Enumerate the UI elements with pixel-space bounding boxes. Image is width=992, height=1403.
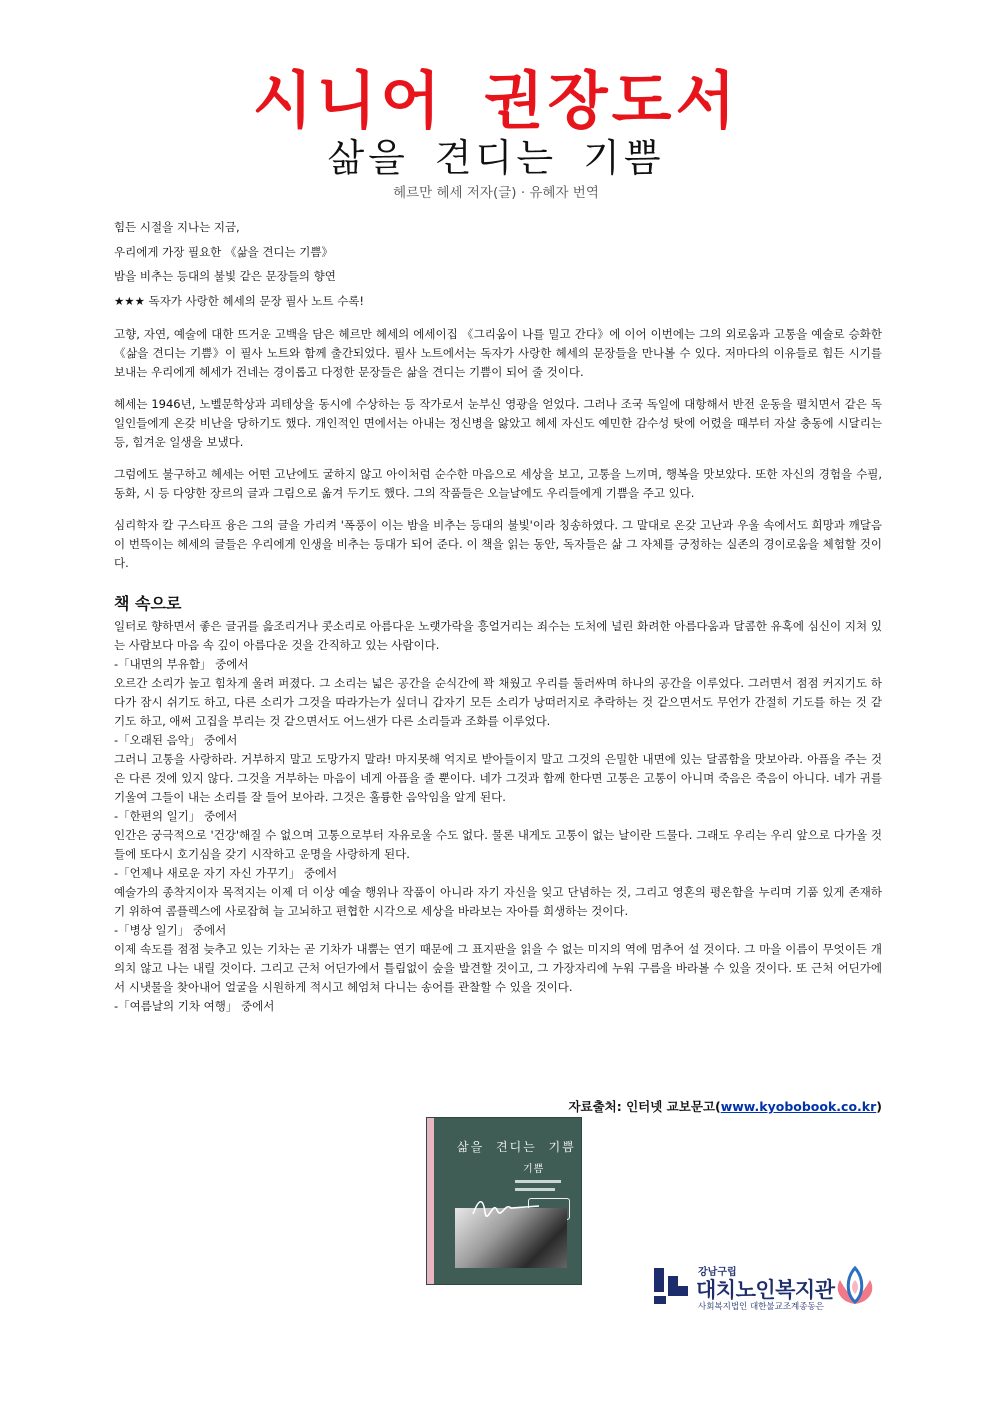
quote-item	[114, 750, 882, 826]
lotus-icon	[832, 1264, 878, 1308]
quote-item	[114, 617, 882, 674]
quote-item	[114, 674, 882, 750]
logo-mark-icon	[650, 1262, 692, 1308]
source-credit	[568, 1098, 882, 1116]
intro-block	[114, 218, 882, 311]
description-paragraph: 심리학자 칼 구스타프 융은 그의 글을 가리켜 '폭풍이 이는 밤을 비추는 등대의 불빛'이라 칭송하였다. 그 말대로 온갖 고난과 우울 속에서도 희망과 깨달음이 번뜩이는 헤세의 글들은 우리에게 인생을 비추는 등대가 되어 준다. 이 책을 읽는 동안, 독자들은 삶 그 자체를 긍정하는 실존의 경이로움을 체험할 것이다.	[114, 517, 882, 570]
quote-text: 그러니 고통을 사랑하라. 거부하지 말고 도망가지 말라! 마지못해 억지로 받아들이지 말고 그것의 은밀한 내면에 있는 달콤함을 맛보아라. 아픔을 주는 것은 다른 것에 있지 않다. 그것을 거부하는 마음이 네게 아픔을 줄 뿐이다. 네가 그것과 함께 한다면 고통은 고통이 아니며 죽음은 죽음이 아니다. 네가 귀를 기울여 그들이 내는 소리를 잘 들어 보아라. 그것은 훌륭한 음악임을 알게 된다.	[114, 751, 882, 804]
intro-line: 힘든 시절을 지나는 지금,	[114, 220, 240, 234]
description-paragraph: 헤세는 1946년, 노벨문학상과 괴테상을 동시에 수상하는 등 작가로서 눈부신 영광을 얻었다. 그러나 조국 독일에 대항해서 반전 운동을 펼치면서 같은 독일인들에게 온갖 비난을 당하기도 했다. 개인적인 면에서는 아내는 정신병을 앓았고 헤세 자신도 예민한 감수성 탓에 어렸을 때부터 자살 충동에 시달리는 등, 힘겨운 일생을 보냈다.	[114, 396, 882, 449]
quote-text: 오르간 소리가 높고 힘차게 울려 퍼졌다. 그 소리는 넓은 공간을 순식간에 꽉 채웠고 우리를 둘러싸며 하나의 공간을 이루었다. 그러면서 점점 커지기도 하다가 잠시 쉬기도 하고, 다른 소리가 그것을 따라가는가 싶더니 갑자기 모든 소리가 낭떠러지로 추락하는 것 같으면서도 무언가 간절히 기도를 하는 것 같기도 하고, 애써 고집을 부리는 것 같으면서도 어느샌가 다른 소리들과 조화를 이루었다.	[114, 675, 882, 728]
quote-source: -「병상 일기」 중에서	[114, 922, 227, 937]
organization-logo	[650, 1258, 890, 1318]
credit-suffix: )	[876, 1099, 882, 1114]
logo-district: 강남구립	[698, 1267, 737, 1278]
quote-text: 일터로 향하면서 좋은 글귀를 읊조리거나 콧소리로 아름다운 노랫가락을 흥얼거리는 죄수는 도처에 널린 화려한 아름다움과 달콤한 유혹에 심신이 지쳐 있는 사람보다 마음 속 깊이 아름다운 것을 간직하고 있는 사람이다.	[114, 618, 882, 652]
cover-subtitle: 기쁨	[523, 1164, 545, 1175]
book-byline: 헤르만 헤세 저자(글) · 유혜자 번역	[393, 185, 599, 201]
book-cover-image	[427, 1118, 581, 1284]
kyobobook-link[interactable]: www.kyobobook.co.kr	[720, 1099, 877, 1114]
logo-name: 대치노인복지관	[696, 1278, 835, 1302]
quotes-block	[114, 617, 882, 1016]
quote-item	[114, 940, 882, 1016]
intro-line: 우리에게 가장 필요한 《삶을 견디는 기쁨》	[114, 244, 334, 259]
cover-spine	[427, 1118, 434, 1284]
quote-item	[114, 826, 882, 883]
quote-source: -「오래된 음악」 중에서	[114, 732, 238, 747]
credit-label: 자료출처: 인터넷 교보문고(	[568, 1099, 721, 1114]
intro-line: 밤을 비추는 등대의 불빛 같은 문장들의 향연	[114, 269, 336, 283]
description-block	[114, 325, 882, 573]
quote-source: -「언제나 새로운 자기 자신 가꾸기」 중에서	[114, 865, 338, 880]
description-paragraph: 그럼에도 불구하고 헤세는 어떤 고난에도 굴하지 않고 아이처럼 순수한 마음으로 세상을 보고, 고통을 느끼며, 행복을 맛보았다. 또한 자신의 경험을 수필, 동화, 시 등 다양한 장르의 글과 그림으로 옮겨 두기도 했다. 그의 작품들은 오늘날에도 우리들에게 기쁨을 주고 있다.	[114, 466, 882, 500]
quote-text: 이제 속도를 점점 늦추고 있는 기차는 곧 기차가 내뿜는 연기 때문에 그 표지판을 읽을 수 없는 미지의 역에 멈추어 설 것이다. 그 마을 이름이 무엇이든 개의치 않고 나는 내릴 것이다. 그리고 근처 어딘가에서 틀림없이 숲을 발견할 것이고, 그 가장자리에 누워 구름을 바라볼 수 있을 것이다. 또 근처 어딘가에서 시냇물을 찾아내어 얼굴을 시원하게 적시고 헤엄쳐 다니는 송어를 관찰할 수 있을 것이다.	[114, 941, 882, 994]
book-title: 삶을 견디는 기쁨	[327, 136, 665, 180]
cover-decoration	[515, 1180, 561, 1183]
cover-title: 삶을 견디는 기쁨	[457, 1140, 576, 1154]
main-content	[114, 218, 882, 1016]
description-paragraph: 고향, 자연, 예술에 대한 뜨거운 고백을 담은 헤르만 헤세의 에세이집 《그리움이 나를 밀고 간다》에 이어 이번에는 그의 외로움과 고통을 예술로 승화한 《삶을 견디는 기쁨》이 필사 노트와 함께 출간되었다. 필사 노트에서는 독자가 사랑한 헤세의 문장들을 만나볼 수 있다. 저마다의 이유들로 힘든 시기를 보내는 우리에게 헤세가 건네는 경이롭고 다정한 문장들은 삶을 견디는 기쁨이 되어 줄 것이다.	[114, 326, 882, 379]
logo-subtitle: 사회복지법인 대한불교조계종동은	[698, 1302, 824, 1312]
quote-item	[114, 883, 882, 940]
section-heading: 책 속으로	[114, 593, 182, 613]
signature-icon	[471, 1196, 541, 1218]
quote-source: -「내면의 부유함」 중에서	[114, 656, 249, 671]
page-title: 시니어 권장도서	[252, 64, 740, 137]
cover-decoration	[515, 1188, 555, 1191]
intro-line: ★★★ 독자가 사랑한 헤세의 문장 필사 노트 수록!	[114, 293, 364, 308]
quote-text: 예술가의 종착지이자 목적지는 이제 더 이상 예술 행위나 작품이 아니라 자기 자신을 잊고 단념하는 것, 그리고 영혼의 평온함을 누리며 기품 있게 존재하기 위하여 콤플렉스에 사로잡혀 늘 고뇌하고 편협한 시각으로 세상을 바라보는 자아를 희생하는 것이다.	[114, 884, 882, 918]
quote-source: -「한편의 일기」 중에서	[114, 808, 238, 823]
quote-text: 인간은 궁극적으로 '건강'해질 수 없으며 고통으로부터 자유로울 수도 없다. 물론 내게도 고통이 없는 날이란 드물다. 그래도 우리는 우리 앞으로 다가올 것들에 또다시 호기심을 갖기 시작하고 운명을 사랑하게 된다.	[114, 827, 882, 861]
quote-source: -「여름날의 기차 여행」 중에서	[114, 998, 275, 1013]
